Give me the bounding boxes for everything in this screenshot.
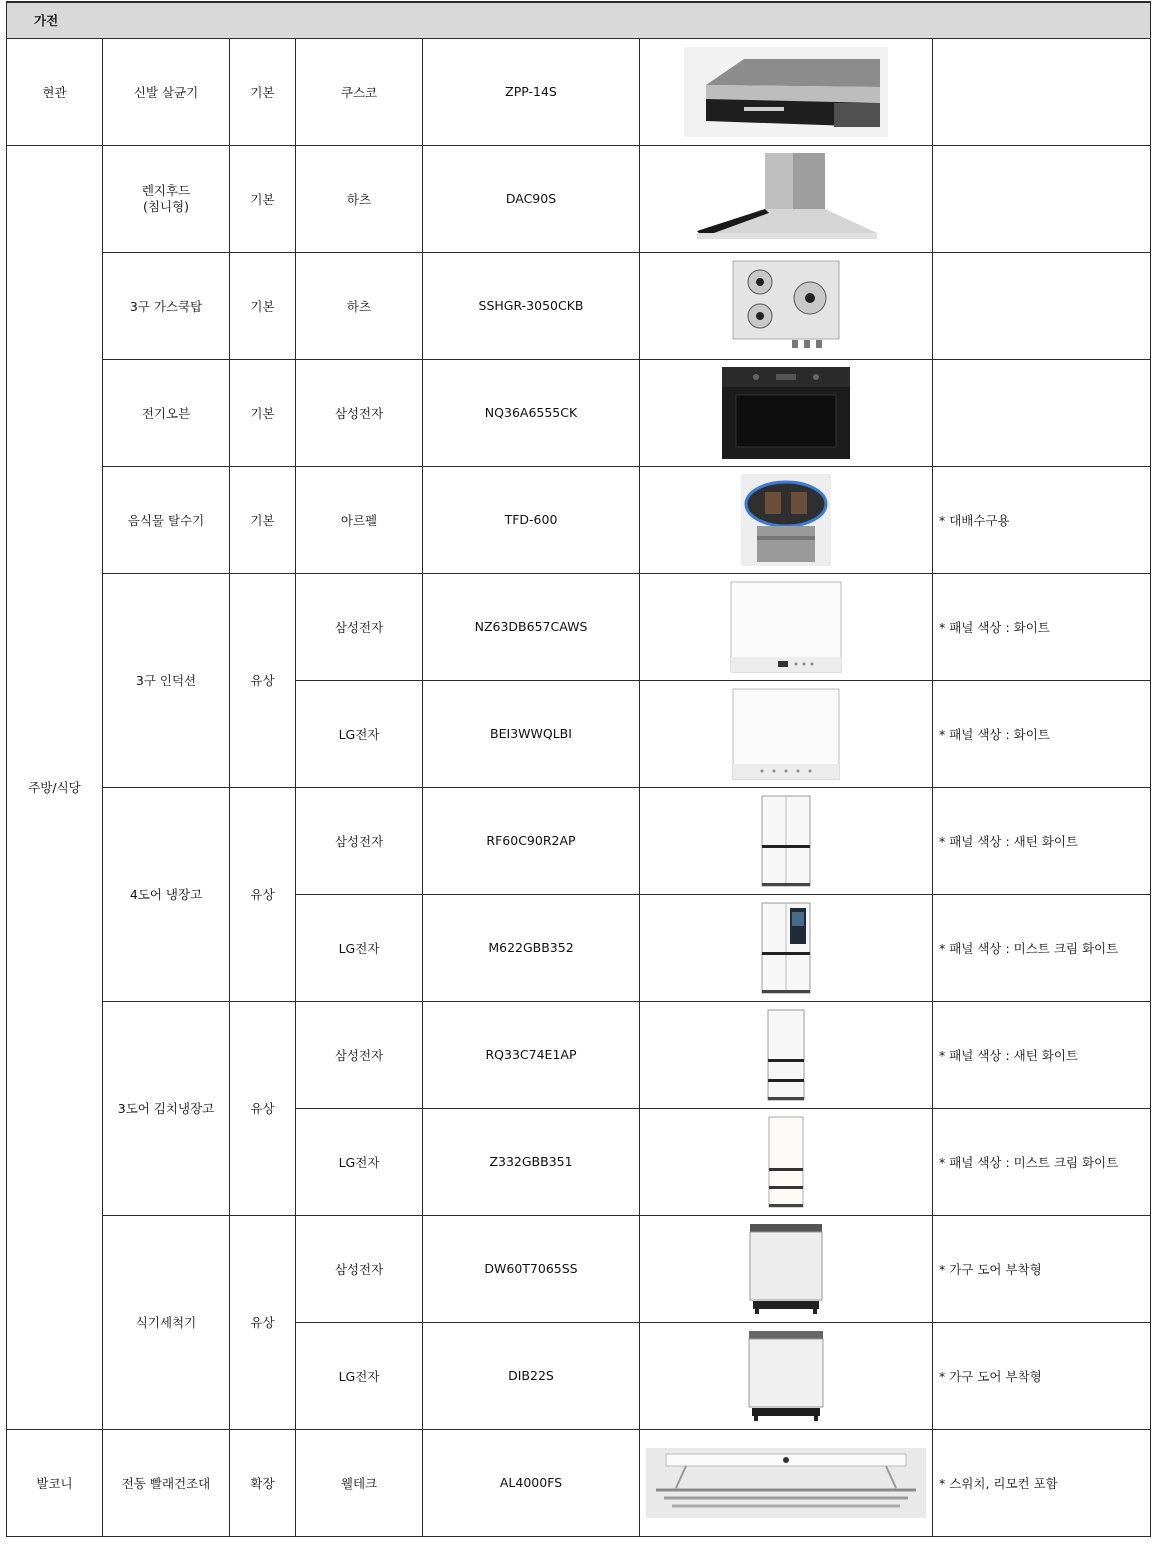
model-cell: ZPP-14S [423, 38, 640, 145]
item-cell: 4도어 냉장고 [103, 787, 230, 1001]
type-cell: 유상 [230, 573, 296, 787]
table-row [7, 359, 1151, 466]
brand-cell: 웰테크 [296, 1429, 423, 1536]
table-row [7, 1215, 1151, 1322]
table-row [7, 573, 1151, 680]
section-title: 가전 [7, 2, 1151, 38]
image-cell [640, 466, 933, 573]
food-dehydrator-image [640, 474, 932, 566]
model-cell: NQ36A6555CK [423, 359, 640, 466]
brand-cell: 삼성전자 [296, 1001, 423, 1108]
note-cell: * 대배수구용 [933, 466, 1151, 573]
location-cell: 주방/식당 [7, 145, 103, 1429]
brand-cell: 아르펠 [296, 466, 423, 573]
fridge-4door-window-image [640, 902, 932, 994]
image-cell [640, 1108, 933, 1215]
note-cell: * 스위치, 리모컨 포함 [933, 1429, 1151, 1536]
table-row [7, 145, 1151, 252]
model-cell: DIB22S [423, 1322, 640, 1429]
brand-cell: LG전자 [296, 1108, 423, 1215]
note-cell [933, 38, 1151, 145]
induction-image [640, 688, 932, 780]
image-cell [640, 680, 933, 787]
note-cell: * 패널 색상 : 화이트 [933, 573, 1151, 680]
item-cell: 전기오븐 [103, 359, 230, 466]
model-cell: M622GBB352 [423, 894, 640, 1001]
shoe-sterilizer-image [640, 47, 932, 137]
note-cell [933, 252, 1151, 359]
note-cell: * 패널 색상 : 미스트 크림 화이트 [933, 1108, 1151, 1215]
note-cell: * 패널 색상 : 새틴 화이트 [933, 1001, 1151, 1108]
item-cell: 렌지후드 (침니형) [103, 145, 230, 252]
note-cell: * 패널 색상 : 새틴 화이트 [933, 787, 1151, 894]
dishwasher-image [640, 1330, 932, 1422]
image-cell [640, 1429, 933, 1536]
type-cell: 유상 [230, 1215, 296, 1429]
image-cell [640, 787, 933, 894]
model-cell: AL4000FS [423, 1429, 640, 1536]
brand-cell: 하츠 [296, 145, 423, 252]
note-cell: * 패널 색상 : 미스트 크림 화이트 [933, 894, 1151, 1001]
type-cell: 확장 [230, 1429, 296, 1536]
type-cell: 유상 [230, 1001, 296, 1215]
model-cell: RQ33C74E1AP [423, 1001, 640, 1108]
model-cell: Z332GBB351 [423, 1108, 640, 1215]
type-cell: 기본 [230, 145, 296, 252]
table-row [7, 252, 1151, 359]
location-cell: 현관 [7, 38, 103, 145]
model-cell: DW60T7065SS [423, 1215, 640, 1322]
model-cell: TFD-600 [423, 466, 640, 573]
item-cell: 3구 인덕션 [103, 573, 230, 787]
kimchi-fridge-image [640, 1009, 932, 1101]
brand-cell: 삼성전자 [296, 787, 423, 894]
type-cell: 기본 [230, 38, 296, 145]
image-cell [640, 359, 933, 466]
image-cell [640, 252, 933, 359]
image-cell [640, 1215, 933, 1322]
brand-cell: 삼성전자 [296, 573, 423, 680]
image-cell [640, 1322, 933, 1429]
header-row [7, 2, 1151, 38]
table-row [7, 787, 1151, 894]
brand-cell: LG전자 [296, 680, 423, 787]
note-cell [933, 145, 1151, 252]
type-cell: 유상 [230, 787, 296, 1001]
table-row [7, 38, 1151, 145]
oven-image [640, 367, 932, 459]
image-cell [640, 1001, 933, 1108]
brand-cell: 삼성전자 [296, 359, 423, 466]
fridge-4door-image [640, 795, 932, 887]
item-cell: 3구 가스쿡탑 [103, 252, 230, 359]
brand-cell: 삼성전자 [296, 1215, 423, 1322]
brand-cell: 하츠 [296, 252, 423, 359]
model-cell: SSHGR-3050CKB [423, 252, 640, 359]
type-cell: 기본 [230, 466, 296, 573]
brand-cell: LG전자 [296, 894, 423, 1001]
image-cell [640, 145, 933, 252]
note-cell: * 가구 도어 부착형 [933, 1215, 1151, 1322]
image-cell [640, 573, 933, 680]
table-row [7, 466, 1151, 573]
item-cell: 식기세척기 [103, 1215, 230, 1429]
note-cell [933, 359, 1151, 466]
image-cell [640, 894, 933, 1001]
kimchi-fridge-image [640, 1116, 932, 1208]
induction-image [640, 581, 932, 673]
note-cell: * 가구 도어 부착형 [933, 1322, 1151, 1429]
type-cell: 기본 [230, 252, 296, 359]
laundry-rack-image [640, 1448, 932, 1518]
table-row [7, 1001, 1151, 1108]
model-cell: BEI3WWQLBI [423, 680, 640, 787]
image-cell [640, 38, 933, 145]
item-cell: 3도어 김치냉장고 [103, 1001, 230, 1215]
appliance-table [6, 1, 1151, 1537]
model-cell: RF60C90R2AP [423, 787, 640, 894]
range-hood-image [640, 153, 932, 245]
location-cell: 발코니 [7, 1429, 103, 1536]
brand-cell: 쿠스코 [296, 38, 423, 145]
note-cell: * 패널 색상 : 화이트 [933, 680, 1151, 787]
dishwasher-image [640, 1223, 932, 1315]
type-cell: 기본 [230, 359, 296, 466]
brand-cell: LG전자 [296, 1322, 423, 1429]
item-cell: 전동 빨래건조대 [103, 1429, 230, 1536]
table-row [7, 1429, 1151, 1536]
item-cell: 음식물 탈수기 [103, 466, 230, 573]
item-cell: 신발 살균기 [103, 38, 230, 145]
model-cell: NZ63DB657CAWS [423, 573, 640, 680]
model-cell: DAC90S [423, 145, 640, 252]
gas-cooktop-image [640, 260, 932, 352]
